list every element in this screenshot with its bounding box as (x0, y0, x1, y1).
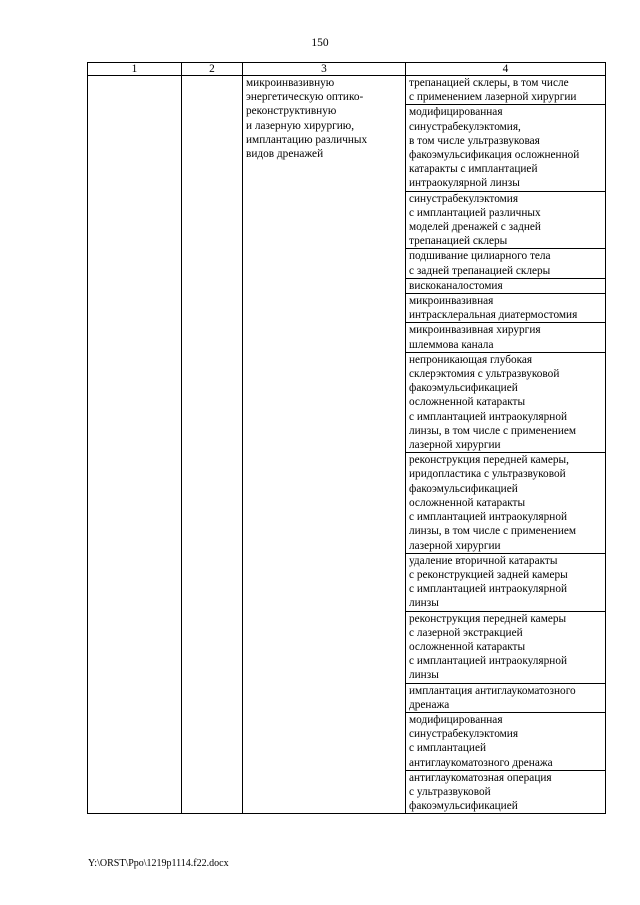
method-item: трепанацией склеры, в том числе с применением лазерной хирургии (409, 77, 577, 104)
method-item: модифицированная синустрабекулэктомия с имплантацией антиглаукоматозного дренажа (406, 712, 605, 770)
cell-col4-method-list (406, 76, 606, 814)
page-number: 150 (311, 37, 329, 49)
method-item: непроникающая глубокая склерэктомия с ультразвуковой факоэмульсификацией осложненной катаракты с имплантацией интраокулярной линзы, в том числе с применением лазерной хирургии (406, 352, 605, 452)
method-item: синустрабекулэктомия с имплантацией различных моделей дренажей с задней трепанацией склеры (406, 191, 605, 249)
cell-col1 (88, 76, 182, 814)
column-header-2: 2 (182, 63, 243, 76)
method-item: удаление вторичной катаракты с реконструкцией задней камеры с имплантацией интраокулярной линзы (406, 553, 605, 611)
procedures-table (87, 62, 606, 814)
method-item: имплантация антиглаукоматозного дренажа (406, 683, 605, 712)
cell-col3-treatment-description: микроинвазивную энергетическую оптико- реконструктивную и лазерную хирургию, имплантацию различных видов дренажей (243, 76, 406, 814)
method-item: подшивание цилиарного тела с задней трепанацией склеры (406, 248, 605, 277)
column-header-1: 1 (88, 63, 182, 76)
column-header-4: 4 (406, 63, 606, 76)
method-item: антиглаукоматозная операция с ультразвуковой факоэмульсификацией (406, 770, 605, 814)
method-item: реконструкция передней камеры, иридопластика с ультразвуковой факоэмульсификацией осложненной катаракты с имплантацией интраокулярной линзы, в том числе с применением лазерной хирургии (406, 452, 605, 552)
column-header-3: 3 (243, 63, 406, 76)
footer-file-path: Y:\ORST\Ppo\1219p1114.f22.docx (88, 858, 229, 869)
method-item: микроинвазивная хирургия шлеммова канала (406, 322, 605, 351)
method-item: микроинвазивная интрасклеральная диатермостомия (406, 293, 605, 322)
method-item: вискоканалостомия (406, 278, 605, 293)
table-header-row (88, 63, 606, 76)
cell-col2 (182, 76, 243, 814)
table-row (88, 76, 606, 814)
method-item: модифицированная синустрабекулэктомия, в том числе ультразвуковая факоэмульсификация осложненной катаракты с имплантацией интраокулярной линзы (406, 104, 605, 190)
method-item: реконструкция передней камеры с лазерной экстракцией осложненной катаракты с имплантацией интраокулярной линзы (406, 611, 605, 683)
